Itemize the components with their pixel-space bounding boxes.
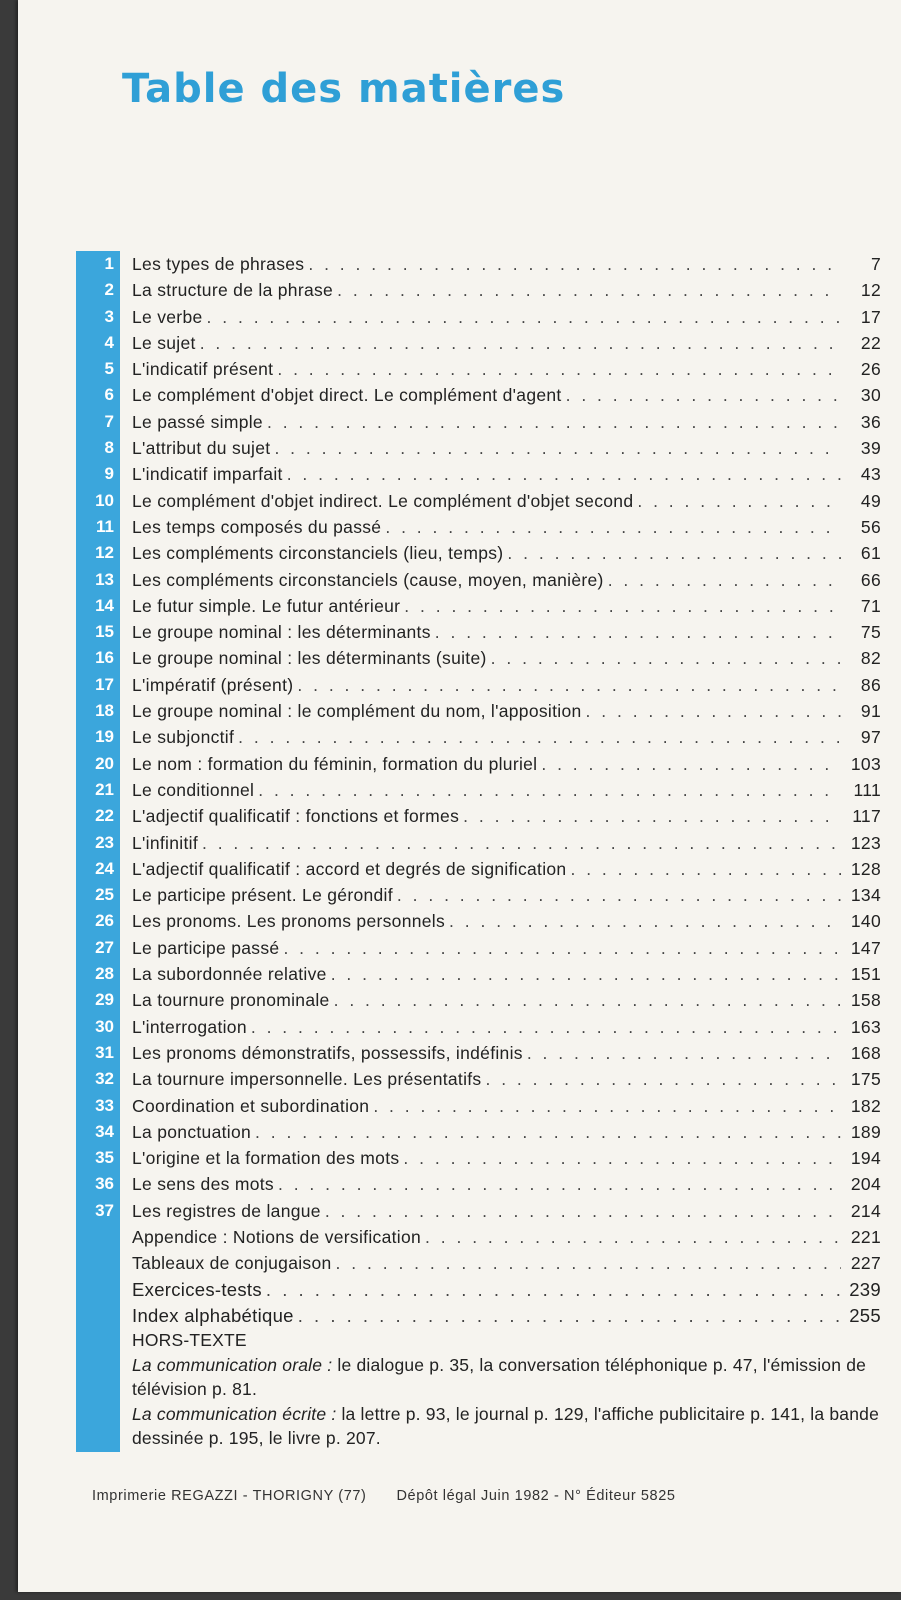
toc-row — [76, 593, 881, 619]
toc-row — [76, 1145, 881, 1171]
chapter-title: Le futur simple. Le futur antérieur — [132, 595, 401, 616]
page-number: 56 — [860, 516, 881, 537]
toc-row — [76, 514, 881, 540]
toc-row — [76, 724, 881, 750]
table-of-contents — [76, 251, 881, 1329]
toc-row — [76, 1198, 881, 1224]
chapter-title: Les compléments circonstanciels (cause, moyen, manière) — [132, 569, 604, 590]
toc-row — [76, 777, 881, 803]
chapter-title: Le conditionnel — [132, 779, 255, 800]
chapter-number: 29 — [76, 987, 120, 1013]
toc-row — [76, 461, 881, 487]
chapter-title: Les pronoms démonstratifs, possessifs, indéfinis — [132, 1042, 523, 1063]
toc-row — [76, 856, 881, 882]
chapter-number: 24 — [76, 856, 120, 882]
chapter-number: 12 — [76, 540, 120, 566]
chapter-number: 33 — [76, 1093, 120, 1119]
toc-row — [76, 251, 881, 277]
page-number: 61 — [860, 543, 881, 564]
page-number: 123 — [850, 832, 881, 853]
toc-row — [76, 382, 881, 408]
chapter-title: L'origine et la formation des mots — [132, 1148, 400, 1169]
toc-row — [76, 672, 881, 698]
chapter-title: Les types de phrases — [132, 254, 305, 274]
toc-row-exercises — [76, 1277, 881, 1303]
chapter-number: 6 — [76, 382, 120, 408]
printer-info: Imprimerie REGAZZI - THORIGNY (77) — [92, 1488, 367, 1504]
toc-row — [76, 908, 881, 934]
oral-label: La communication orale : — [132, 1354, 333, 1375]
toc-row — [76, 1066, 881, 1092]
chapter-title: La tournure impersonnelle. Les présentatifs — [132, 1069, 482, 1090]
chapter-title: L'infinitif — [132, 832, 198, 853]
page-number: 97 — [860, 727, 881, 748]
page-number: 75 — [860, 622, 881, 643]
page-number: 134 — [850, 885, 881, 906]
toc-row — [76, 645, 881, 671]
page-number: 214 — [850, 1200, 881, 1221]
page-number: 17 — [860, 306, 881, 327]
toc-row-appendix — [76, 1224, 881, 1250]
toc-row — [76, 1040, 881, 1066]
page-number: 71 — [860, 595, 881, 616]
toc-row — [76, 356, 881, 382]
toc-row — [76, 540, 881, 566]
page-number: 43 — [860, 464, 881, 485]
chapter-title: Les compléments circonstanciels (lieu, temps) — [132, 543, 504, 564]
chapter-title: La tournure pronominale — [132, 990, 330, 1011]
chapter-number: 34 — [76, 1119, 120, 1145]
page-number: 147 — [850, 937, 881, 958]
page-number: 163 — [850, 1016, 881, 1037]
hors-texte-section — [76, 1328, 881, 1452]
page-number: 227 — [850, 1253, 881, 1274]
chapter-title: La subordonnée relative — [132, 964, 327, 985]
chapter-title: Les temps composés du passé — [132, 516, 382, 537]
toc-row — [76, 987, 881, 1013]
chapter-title: L'interrogation — [132, 1016, 247, 1037]
chapter-title: Le participe présent. Le gérondif — [132, 885, 393, 906]
page-number: 221 — [850, 1226, 881, 1247]
chapter-number: 11 — [76, 514, 120, 540]
toc-row — [76, 277, 881, 303]
chapter-number: 18 — [76, 698, 120, 724]
toc-row-conjugation — [76, 1250, 881, 1276]
imprint-footer — [92, 1488, 676, 1504]
conjugation-title: Tableaux de conjugaison — [132, 1253, 332, 1274]
page-number: 239 — [849, 1278, 881, 1300]
page-number: 30 — [860, 385, 881, 406]
page-number: 168 — [850, 1042, 881, 1063]
chapter-title: Le participe passé — [132, 937, 280, 958]
page-number: 255 — [849, 1304, 881, 1326]
chapter-title: L'indicatif imparfait — [132, 464, 283, 485]
page-title: Table des matières — [122, 66, 566, 112]
chapter-title: Le sens des mots — [132, 1174, 274, 1195]
toc-row — [76, 409, 881, 435]
chapter-title: Le complément d'objet indirect. Le complément d'objet second — [132, 490, 634, 511]
side-bar — [76, 1328, 120, 1452]
written-label: La communication écrite : — [132, 1403, 337, 1424]
page-number: 7 — [870, 254, 881, 274]
toc-row — [76, 803, 881, 829]
appendix-title: Appendice : Notions de versification — [132, 1226, 422, 1247]
page-number: 22 — [860, 332, 881, 353]
chapter-number: 37 — [76, 1198, 120, 1224]
toc-row — [76, 961, 881, 987]
toc-row — [76, 882, 881, 908]
chapter-title: L'adjectif qualificatif : fonctions et formes — [132, 806, 460, 827]
page-number: 49 — [860, 490, 881, 511]
page-number: 66 — [860, 569, 881, 590]
chapter-title: Le complément d'objet direct. Le complément d'agent — [132, 385, 562, 406]
chapter-title: Coordination et subordination — [132, 1095, 370, 1116]
chapter-title: Le groupe nominal : le complément du nom, l'apposition — [132, 701, 582, 722]
chapter-number: 17 — [76, 672, 120, 698]
page-number: 140 — [850, 911, 881, 932]
exercises-title: Exercices-tests — [132, 1278, 262, 1300]
chapter-number: 15 — [76, 619, 120, 645]
chapter-number: 13 — [76, 567, 120, 593]
chapter-number: 26 — [76, 908, 120, 934]
page-number: 158 — [850, 990, 881, 1011]
chapter-number: 23 — [76, 830, 120, 856]
toc-row — [76, 330, 881, 356]
toc-row — [76, 567, 881, 593]
chapter-number: 16 — [76, 645, 120, 671]
toc-row — [76, 1119, 881, 1145]
chapter-number: 25 — [76, 882, 120, 908]
chapter-number: 21 — [76, 777, 120, 803]
chapter-title: Le subjonctif — [132, 727, 235, 748]
page-number: 128 — [850, 858, 881, 879]
chapter-number: 3 — [76, 304, 120, 330]
chapter-number: 27 — [76, 935, 120, 961]
chapter-number: 22 — [76, 803, 120, 829]
chapter-number: 10 — [76, 488, 120, 514]
toc-row — [76, 751, 881, 777]
chapter-number: 20 — [76, 751, 120, 777]
chapter-title: Le passé simple — [132, 411, 263, 432]
legal-deposit: Dépôt légal Juin 1982 - N° Éditeur 5825 — [396, 1488, 676, 1504]
chapter-title: Le groupe nominal : les déterminants (suite) — [132, 648, 487, 669]
page-number: 36 — [860, 411, 881, 432]
toc-row — [76, 1171, 881, 1197]
chapter-number: 8 — [76, 435, 120, 461]
page-number: 182 — [850, 1095, 881, 1116]
page-number: 82 — [860, 648, 881, 669]
page-number: 117 — [852, 806, 881, 827]
toc-row-index — [76, 1303, 881, 1329]
page-number: 111 — [853, 779, 881, 800]
chapter-title: Les registres de langue — [132, 1200, 321, 1221]
chapter-title: Le sujet — [132, 332, 196, 353]
toc-row — [76, 304, 881, 330]
page-number: 103 — [850, 753, 881, 774]
toc-row — [76, 830, 881, 856]
page — [18, 0, 901, 1592]
chapter-number: 30 — [76, 1014, 120, 1040]
chapter-number: 2 — [76, 277, 120, 303]
written-communication-text: La communication écrite : la lettre p. 93, le journal p. 129, l'affiche publicitaire p. 141, la bande dessinée p. 195, le livre p. 207. — [132, 1403, 879, 1448]
page-number: 204 — [850, 1174, 881, 1195]
index-title: Index alphabétique — [132, 1304, 294, 1326]
page-number: 39 — [860, 438, 881, 459]
chapter-number: 14 — [76, 593, 120, 619]
chapter-title: L'indicatif présent — [132, 359, 274, 380]
page-number: 175 — [850, 1069, 881, 1090]
page-number: 151 — [850, 964, 881, 985]
page-number: 26 — [860, 359, 881, 380]
chapter-title: La structure de la phrase — [132, 280, 334, 301]
chapter-number: 5 — [76, 356, 120, 382]
toc-row — [76, 435, 881, 461]
chapter-number: 32 — [76, 1066, 120, 1092]
page-number: 194 — [850, 1148, 881, 1169]
page-number: 12 — [860, 280, 881, 301]
toc-row — [76, 488, 881, 514]
chapter-title: La ponctuation — [132, 1121, 252, 1142]
chapter-number: 36 — [76, 1171, 120, 1197]
chapter-number: 35 — [76, 1145, 120, 1171]
toc-row — [76, 698, 881, 724]
toc-row — [76, 935, 881, 961]
chapter-number: 7 — [76, 409, 120, 435]
chapter-title: Le groupe nominal : les déterminants — [132, 622, 431, 643]
chapter-number: 1 — [76, 251, 120, 277]
chapter-number: 28 — [76, 961, 120, 987]
toc-row — [76, 1014, 881, 1040]
chapter-title: Les pronoms. Les pronoms personnels — [132, 911, 446, 932]
oral-communication-text: La communication orale : le dialogue p. 35, la conversation téléphonique p. 47, l'émission de télévision p. 81. — [132, 1354, 867, 1399]
chapter-title: Le verbe — [132, 306, 203, 327]
chapter-title: L'adjectif qualificatif : accord et degrés de signification — [132, 858, 567, 879]
chapter-title: L'attribut du sujet — [132, 438, 271, 459]
chapter-number: 4 — [76, 330, 120, 356]
chapter-title: Le nom : formation du féminin, formation du pluriel — [132, 753, 538, 774]
page-number: 189 — [850, 1121, 881, 1142]
page-number: 91 — [860, 701, 881, 722]
chapter-title: L'impératif (présent) — [132, 674, 294, 695]
chapter-number: 19 — [76, 724, 120, 750]
hors-texte-title: HORS-TEXTE — [132, 1330, 247, 1350]
toc-row — [76, 1093, 881, 1119]
page-number: 86 — [860, 674, 881, 695]
chapter-number: 9 — [76, 461, 120, 487]
toc-row — [76, 619, 881, 645]
chapter-number: 31 — [76, 1040, 120, 1066]
